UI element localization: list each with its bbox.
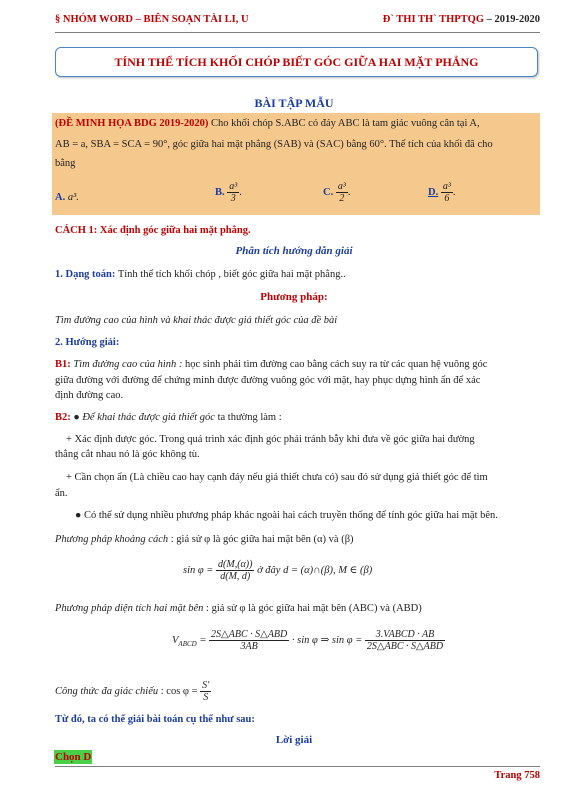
chieu-formula — [55, 680, 211, 703]
b1-line2: giữa đường với đường để chứng minh được đường vuông góc với mặt, hay phục dựng hình ẩn để xác — [55, 375, 481, 386]
answer-badge: Chọn D — [55, 751, 92, 763]
method-text: Tìm đường cao của hình và khai thác được giả thiết góc của đề bài — [55, 315, 338, 326]
option-c-num: a³ — [337, 181, 346, 192]
option-d: D. $\frac{\text{a³}}{6}$ . — [428, 181, 456, 204]
pp-dt-f1-num: 2S△ABC · S△ABD — [211, 629, 288, 640]
b1-text1: học sinh phải tìm đường cao bằng cách suy ra từ các quan hệ vuông góc — [182, 359, 488, 370]
chieu-num: S' — [202, 680, 210, 691]
problem-line1 — [55, 117, 539, 131]
option-b-fraction — [227, 181, 239, 204]
pp-kc-text: : giả sử φ là góc giữa hai mặt bên (α) và (β) — [168, 534, 354, 545]
pp-dt-fraction1 — [209, 629, 289, 652]
transition-text: Từ đó, ta có thể giải bài toán cụ thể như sau: — [55, 714, 255, 725]
method-heading: Phương pháp: — [260, 291, 328, 303]
analysis-heading: Phân tích hướng dẫn giải — [235, 245, 353, 257]
option-d-fraction — [441, 181, 453, 204]
pp-dt-f2-num: 3.VABCD · AB — [365, 629, 445, 641]
problem-line3: bằng — [55, 158, 76, 169]
pp-khoang-cach — [55, 533, 354, 547]
pp-kc-num: d(M,(α)) — [218, 559, 253, 570]
option-d-den: 6 — [444, 193, 450, 204]
pp-kc-fraction — [216, 559, 254, 582]
b2-point1b: thẳng cắt nhau nó là góc không tù. — [55, 449, 200, 460]
pp-dt-v: V — [172, 634, 179, 646]
page-header — [55, 14, 540, 30]
pp-dt-v-sub: ABCD — [178, 640, 197, 648]
option-d-num: a³ — [442, 181, 451, 192]
chieu-label: Công thức đa giác chiếu — [55, 685, 159, 697]
dang-toan — [55, 268, 346, 282]
problem-text1: Cho khối chóp S.ABC có đáy ABC là tam giác vuông cân tại A, — [208, 118, 480, 129]
chieu-den: S — [203, 692, 209, 703]
dang-toan-label: 1. Dạng toán: — [55, 269, 116, 280]
option-b-letter: B. — [215, 186, 225, 198]
option-c-fraction — [336, 181, 348, 204]
pp-kc-lhs: sin φ = — [183, 564, 214, 576]
option-c-den: 2 — [339, 193, 345, 204]
problem-source: (ĐỀ MINH HỌA BDG 2019-2020) — [55, 118, 209, 129]
option-c: C. $\frac{\text{a³}}{2}$ . — [323, 181, 351, 204]
problem-line2: AB = a, SBA = SCA = 90°, góc giữa hai mặt phẳng (SAB) và (SAC) bằng 60°. Thể tích của khối đã cho — [55, 139, 493, 150]
b2-label: B2: — [55, 412, 71, 423]
chieu-text: : cos φ = — [158, 685, 198, 697]
b2-point2b: ẩn. — [55, 488, 68, 499]
pp-dien-tich — [55, 602, 422, 616]
b2-point1a: + Xác định được góc. Trong quá trình xác định góc phải tránh bẫy khi đưa về góc giữa hai đường — [66, 434, 475, 445]
pp-dt-mid: · sin φ ⇒ sin φ = — [291, 634, 363, 646]
b2-point3: ● Có thể sử dụng nhiều phương pháp khác ngoài hai cách truyền thống để tính góc giữa hai mặt bên. — [75, 510, 498, 521]
dang-toan-text: Tính thể tích khối chóp , biết góc giữa hai mặt phẳng.. — [115, 269, 346, 280]
pp-dt-text: : giả sử φ là góc giữa hai mặt bên (ABC) và (ABD) — [203, 603, 422, 614]
header-right — [383, 14, 540, 25]
title: TÍNH THỂ TÍCH KHỐI CHÓP BIẾT GÓC GIỮA HAI MẶT PHẲNG — [114, 55, 479, 69]
option-c-letter: C. — [323, 186, 334, 198]
header-left: § NHÓM WORD – BIÊN SOẠN TÀI LI, U — [55, 14, 249, 25]
pp-kc-den: d(M, d) — [220, 571, 251, 582]
pp-kc-label: Phương pháp khoảng cách — [55, 534, 169, 545]
b1-italic: Tìm đường cao của hình : — [70, 359, 183, 370]
option-b-den: 3 — [230, 193, 236, 204]
b1-line1 — [55, 358, 539, 372]
header-right-red: Đ` THI TH` THPTQG — [382, 14, 484, 25]
solution-heading: Lời giải — [275, 734, 313, 746]
b1-label: B1: — [55, 359, 71, 370]
pp-dt-fraction2 — [365, 629, 445, 652]
huong-giai-heading: 2. Hướng giải: — [55, 337, 120, 348]
b1-line3: định đường cao. — [55, 390, 124, 401]
option-a — [55, 192, 79, 203]
cach1-heading: CÁCH 1: Xác định góc giữa hai mặt phẳng. — [55, 225, 251, 236]
page-number: Trang 758 — [494, 770, 540, 781]
pp-dt-label: Phương pháp diện tích hai mặt bên — [55, 603, 204, 614]
pp-kc-rhs: ở đây d = (α)∩(β), M ∈ (β) — [257, 564, 373, 576]
b2-text: ta thường làm : — [214, 412, 282, 423]
b2-point2a: + Cần chọn ẩn (Là chiều cao hay cạnh đáy nếu giả thiết chưa có) sau đó sử dụng giả thiết góc để tìm — [66, 472, 488, 483]
title-box — [55, 47, 538, 77]
b2-italic: ● Để khai thác được giả thiết góc — [70, 412, 215, 423]
option-a-expr: a³. — [67, 192, 79, 203]
pp-kc-formula — [183, 559, 372, 582]
option-b-num: a³ — [229, 181, 238, 192]
pp-dt-f2-den: 2S△ABC · S△ABD — [366, 641, 444, 652]
option-a-letter: A. — [55, 192, 66, 203]
header-divider — [55, 32, 540, 33]
pp-dt-eq: = — [196, 634, 207, 646]
b2-line — [55, 411, 282, 425]
section-example-heading: BÀI TẬP MẪU — [254, 96, 334, 110]
pp-dt-f1-den: 3AB — [240, 641, 258, 652]
option-b: B. $\frac{\text{a³}}{3}$ . — [215, 181, 242, 204]
footer-divider — [55, 766, 540, 767]
header-right-year: – 2019-2020 — [484, 14, 540, 25]
option-d-letter: D. — [428, 186, 439, 198]
chieu-fraction — [200, 680, 211, 703]
pp-dt-formula — [172, 629, 445, 652]
